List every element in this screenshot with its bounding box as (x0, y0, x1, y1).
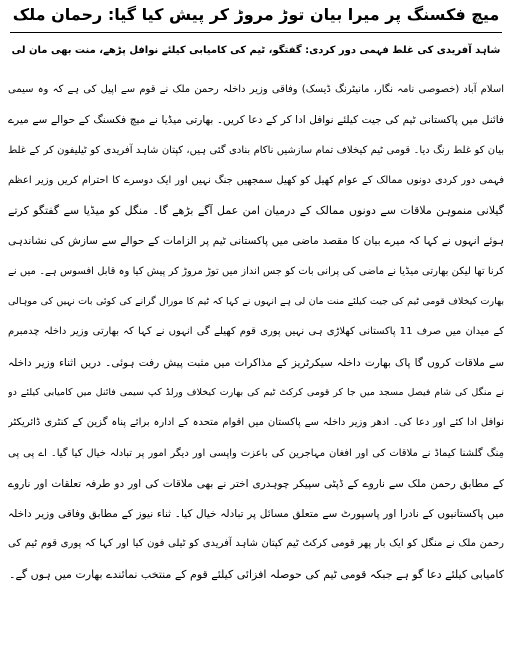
headline: میچ فکسنگ پر میرا بیان توڑ مروڑ کر پیش کیا گیا: رحمان ملک (12, 5, 500, 24)
body-line: رحمن ملک نے منگل کو ایک بار پھر قومی کرکٹ ٹیم کپتان شاہد آفریدی کو ٹیلی فون کیا اور کہا کہ پوری قوم ٹیم کی (8, 538, 504, 550)
body-line: میں پاکستانیوں کے نادرا اور پاسپورٹ سے متعلق مسائل پر تبادلہ خیال کیا۔ ثناء نیوز کے مطابق وفاقی وزیر داخلہ (8, 508, 504, 521)
body-line: کرنا تھا لیکن بھارتی میڈیا نے ماضی کی پرانی بات کو جس انداز میں توڑ مروڑ کر پیش کیا وہ قابل افسوس ہے۔ میں نے (8, 265, 504, 277)
body-line: بھارت کیخلاف قومی ٹیم کی جیت کیلئے منت مان لی ہے انہوں نے کہا کہ ٹیم کا مورال گرانے کی کوئی بات نہیں کی موہالی (8, 296, 504, 308)
body-line: کامیابی کیلئے دعا گو ہے جبکہ قومی ٹیم کی حوصلہ افزائی کیلئے قوم کے منتخب نمائندے بھارت میں ہوں گے۔ (9, 567, 504, 581)
body-line: کے میدان میں صرف 11 پاکستانی کھلاڑی ہی نہیں پوری قوم کھیلے گی انہوں نے کہا کہ بھارتی وزیر داخلہ چدمبرم (8, 326, 504, 338)
body-line: نوافل ادا کئے اور دعا کی۔ ادھر وزیر داخلہ سے پاکستان میں اقوام متحدہ کے ادارہ برائے پناہ گزین کے کنٹری ڈائریکٹر (8, 417, 504, 429)
body-line: گیلانی منموہن ملاقات سے دونوں ممالک کے درمیان امن عمل آگے بڑھے گا۔ منگل کو میڈیا سے گفتگو کرتے (8, 204, 504, 218)
body-line: ہوئے انہوں نے کہا کہ میرے بیان کا مقصد ماضی میں پاکستانی ٹیم پر الزامات کے حوالے سے سازش کی نشاندہی (8, 235, 504, 248)
body-line: فائنل میں پاکستانی ٹیم کی جیت کیلئے نوافل ادا کر کے دعا کریں۔ بھارتی میڈیا نے میچ فکسنگ کے حوالے سے میرے (8, 114, 504, 127)
body-line: مِنگ گلشنا کیماڈ نے ملاقات کی اور افغان مہاجرین کی باعزت واپسی اور دیگر امور پر تبادلہ خیال کیا گیا۔ اے پی پی (8, 447, 504, 459)
body-line: کے مطابق رحمن ملک سے ناروے کے ڈپٹی سپیکر چوہدری اختر نے بھی ملاقات کی اور دو طرفہ تعلقات اور ناروے (8, 477, 504, 490)
subheadline: شاہد آفریدی کی غلط فہمی دور کردی: گفتگو، ٹیم کی کامیابی کیلئے نوافل پڑھے، منت بھی مان لی (11, 45, 501, 56)
body-line: فہمی دور کردی دونوں ممالک کے عوام کھیل کو کھیل سمجھیں جنگ نہیں اور ایک دوسرے کا احترام کریں وزیر اعظم (8, 174, 504, 186)
body-line: نے منگل کی شام فیصل مسجد میں جا کر قومی کرکٹ ٹیم کی بھارت کیخلاف ورلڈ کپ سیمی فائنل میں کامیابی کیلئے دو (8, 386, 504, 398)
body-line: سے ملاقات کروں گا پاک بھارت داخلہ سیکرٹریز کے مذاکرات میں مثبت پیش رفت ہوئی۔ دریں اثناء وزیر داخلہ (8, 356, 504, 369)
article-body (8, 75, 504, 590)
body-line: بیان کو غلط رنگ دیا۔ قومی ٹیم کیخلاف تمام سازشیں ناکام بنادی گئی ہیں، کپتان شاہد آفریدی کو ٹیلیفون کر کے غلط (8, 144, 504, 156)
body-line: اسلام آباد (خصوصی نامہ نگار، مانیٹرنگ ڈیسک) وفاقی وزیر داخلہ رحمن ملک نے قوم سے اپیل کی ہے کہ وہ سیمی (8, 84, 504, 95)
divider (10, 32, 502, 33)
